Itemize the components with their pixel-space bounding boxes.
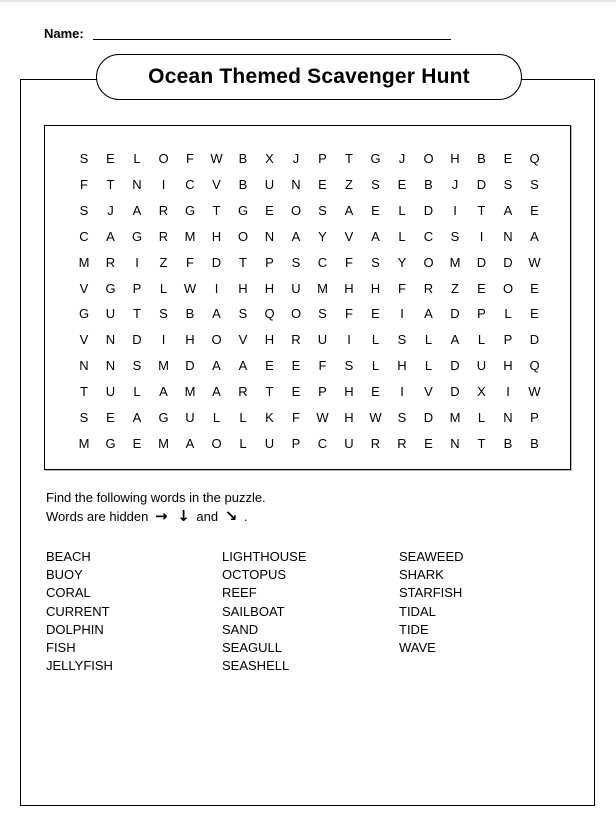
grid-letter: D	[132, 332, 142, 348]
grid-letter: P	[318, 151, 327, 166]
grid-letter: F	[186, 151, 194, 166]
grid-letter: D	[450, 384, 460, 400]
arrow-diagonal-icon: ↘	[224, 507, 238, 525]
grid-letter: R	[105, 254, 116, 270]
grid-letter: E	[371, 202, 380, 218]
grid-letter: E	[530, 306, 539, 322]
grid-letter: E	[530, 280, 539, 296]
grid-letter: J	[398, 151, 406, 166]
grid-letter: P	[477, 306, 486, 322]
grid-letter: S	[371, 254, 380, 270]
grid-letter: N	[291, 176, 301, 192]
grid-letter: T	[239, 254, 247, 270]
grid-letter: T	[106, 176, 115, 192]
grid-letter: I	[400, 306, 404, 322]
grid-letter: U	[264, 176, 275, 192]
grid-letter: W	[528, 254, 541, 270]
instructions	[46, 488, 266, 526]
grid-letter: A	[371, 228, 380, 244]
grid-letter: N	[264, 228, 275, 244]
grid-letter: R	[291, 332, 301, 348]
grid-letter: D	[185, 358, 195, 374]
grid-letter: B	[238, 176, 248, 192]
grid-letter: N	[132, 176, 142, 192]
grid-letter: B	[185, 306, 195, 322]
grid-letter: H	[344, 410, 354, 425]
grid-letter: T	[345, 151, 353, 166]
grid-letter: M	[317, 280, 328, 296]
grid-letter: B	[477, 151, 486, 166]
word-list-item: JELLYFISH	[46, 658, 113, 674]
grid-letter: L	[477, 332, 486, 348]
grid-letter: O	[423, 151, 434, 166]
grid-letter: Y	[397, 254, 407, 270]
grid-letter: E	[132, 435, 142, 451]
grid-letter: E	[291, 358, 301, 374]
grid-row	[78, 435, 564, 453]
grid-letter: A	[212, 358, 221, 374]
grid-letter: A	[159, 384, 168, 400]
grid-letter: A	[450, 332, 460, 348]
grid-letter: E	[530, 202, 539, 218]
grid-letter: U	[264, 435, 275, 451]
grid-letter: S	[318, 306, 327, 322]
grid-letter: O	[158, 151, 169, 166]
grid-letter: A	[212, 306, 221, 322]
name-write-line	[93, 39, 451, 40]
word-list-item: OCTOPUS	[222, 567, 287, 583]
grid-letter: R	[370, 435, 381, 451]
word-list-item: SEASHELL	[222, 658, 290, 674]
grid-letter: M	[184, 228, 196, 244]
grid-letter: O	[423, 254, 434, 270]
grid-letter: O	[290, 202, 302, 218]
grid-letter: O	[237, 228, 249, 244]
grid-letter: E	[397, 176, 407, 192]
arrow-right-icon: →	[155, 507, 168, 525]
grid-letter: N	[503, 228, 513, 244]
grid-letter: F	[398, 280, 406, 296]
grid-letter: L	[371, 358, 380, 374]
grid-letter: P	[291, 435, 301, 451]
grid-letter: N	[105, 332, 116, 348]
grid-letter: S	[530, 176, 539, 192]
grid-letter: E	[424, 435, 433, 451]
grid-letter: S	[397, 332, 407, 348]
grid-letter: W	[316, 410, 329, 425]
word-list-item: CORAL	[46, 585, 91, 601]
grid-row	[78, 305, 564, 323]
grid-letter: I	[453, 202, 457, 218]
grid-letter: H	[397, 358, 407, 374]
grid-letter: S	[371, 176, 380, 192]
grid-letter: S	[159, 306, 168, 322]
grid-letter: F	[292, 410, 300, 425]
grid-letter: L	[159, 280, 168, 296]
grid-letter: F	[318, 358, 327, 374]
grid-letter: H	[238, 280, 248, 296]
grid-letter: G	[237, 202, 249, 218]
grid-letter: N	[79, 358, 89, 374]
grid-letter: L	[133, 151, 141, 166]
grid-letter: N	[450, 435, 460, 451]
grid-letter: U	[105, 384, 116, 400]
instruction-and: and	[196, 509, 219, 524]
grid-letter: K	[265, 410, 274, 425]
grid-letter: T	[80, 384, 88, 400]
instruction-line-1: Find the following words in the puzzle.	[46, 490, 266, 505]
grid-letter: W	[183, 280, 197, 296]
word-list-item: STARFISH	[399, 585, 463, 601]
grid-letter: S	[238, 306, 248, 322]
grid-row	[78, 254, 564, 272]
word-list-item: REEF	[222, 585, 257, 601]
grid-row	[79, 331, 564, 349]
arrow-down-icon: ↓	[177, 507, 190, 525]
word-list-item: SEAWEED	[399, 549, 464, 564]
grid-letter: L	[424, 332, 433, 348]
grid-letter: L	[212, 410, 221, 425]
grid-letter: A	[185, 435, 195, 451]
grid-letter: I	[135, 254, 139, 270]
grid-letter: P	[318, 384, 327, 400]
grid-letter: H	[450, 151, 460, 166]
grid-letter: T	[212, 202, 221, 218]
grid-letter: F	[345, 254, 353, 270]
grid-letter: I	[161, 332, 166, 348]
word-list-item: BEACH	[46, 549, 91, 564]
grid-row	[79, 280, 564, 298]
grid-letter: P	[530, 410, 539, 425]
grid-letter: D	[423, 202, 434, 218]
grid-letter: B	[238, 151, 248, 166]
grid-letter: G	[105, 435, 116, 451]
grid-letter: R	[238, 384, 248, 400]
word-list-item: SAND	[222, 621, 259, 637]
word-list-item: SAILBOAT	[222, 603, 285, 619]
grid-letter: R	[158, 202, 169, 218]
grid-letter: M	[184, 384, 196, 400]
grid-row	[79, 357, 564, 375]
grid-letter: S	[132, 358, 142, 374]
grid-row	[80, 383, 564, 401]
grid-letter: H	[264, 280, 275, 296]
grid-letter: V	[212, 176, 221, 192]
grid-letter: S	[450, 228, 460, 244]
grid-letter: H	[264, 332, 275, 348]
grid-letter: S	[79, 151, 89, 166]
grid-letter: U	[344, 435, 354, 451]
grid-row	[79, 150, 564, 168]
grid-letter: W	[210, 151, 223, 166]
grid-letter: Q	[529, 358, 540, 374]
word-list-item: SEAGULL	[222, 640, 282, 656]
grid-letter: I	[214, 280, 219, 296]
grid-letter: U	[291, 280, 301, 296]
grid-letter: M	[78, 435, 90, 451]
grid-letter: F	[80, 176, 88, 192]
grid-letter: L	[239, 435, 247, 451]
grid-letter: O	[211, 435, 222, 451]
grid-letter: I	[506, 384, 510, 400]
grid-letter: U	[105, 306, 116, 322]
grid-letter: I	[347, 332, 351, 348]
instruction-period: .	[243, 509, 248, 524]
grid-letter: Q	[529, 151, 540, 166]
grid-letter: S	[344, 358, 354, 374]
grid-letter: A	[132, 410, 142, 425]
grid-letter: C	[423, 228, 434, 244]
grid-letter: H	[370, 280, 381, 296]
grid-letter: L	[133, 384, 141, 400]
grid-letter: D	[211, 254, 222, 270]
grid-letter: N	[503, 410, 513, 425]
grid-letter: N	[105, 358, 116, 374]
word-list-item: LIGHTHOUSE	[222, 549, 307, 564]
grid-letter: O	[211, 332, 222, 348]
grid-letter: B	[530, 435, 539, 451]
grid-letter: S	[291, 254, 301, 270]
grid-letter: G	[184, 202, 196, 218]
grid-letter: U	[317, 332, 328, 348]
grid-letter: E	[371, 384, 380, 400]
grid-letter: H	[185, 332, 195, 348]
grid-letter: H	[344, 384, 354, 400]
grid-letter: L	[477, 410, 486, 425]
grid-letter: J	[451, 176, 459, 192]
grid-letter: L	[398, 202, 406, 218]
grid-letter: Z	[451, 280, 459, 296]
page-top-edge	[0, 0, 616, 2]
grid-row	[79, 228, 564, 246]
grid-letter: P	[503, 332, 513, 348]
grid-letter: F	[186, 254, 194, 270]
grid-letter: H	[211, 228, 222, 244]
grid-letter: Y	[318, 228, 327, 244]
grid-letter: E	[291, 384, 301, 400]
grid-letter: V	[344, 228, 354, 244]
word-list-item: FISH	[46, 640, 76, 656]
grid-letter: X	[265, 151, 274, 166]
grid-letter: B	[424, 176, 433, 192]
grid-letter: R	[158, 228, 169, 244]
grid-letter: C	[317, 435, 328, 451]
word-list-item: TIDE	[399, 621, 429, 637]
grid-letter: G	[158, 410, 169, 425]
grid-letter: A	[212, 384, 221, 400]
grid-letter: D	[529, 332, 540, 348]
grid-letter: A	[530, 228, 539, 244]
grid-letter: B	[503, 435, 513, 451]
grid-letter: E	[371, 306, 380, 322]
grid-letter: A	[106, 228, 115, 244]
word-list-item: DOLPHIN	[46, 621, 104, 637]
grid-letter: D	[450, 358, 460, 374]
title-banner	[96, 54, 522, 100]
word-list-item: BUOY	[46, 567, 83, 583]
grid-letter: T	[477, 202, 486, 218]
grid-letter: I	[161, 176, 166, 192]
grid-letter: L	[371, 332, 380, 348]
grid-row	[80, 176, 564, 194]
grid-letter: E	[265, 358, 274, 374]
grid-letter: T	[477, 435, 486, 451]
grid-letter: M	[449, 254, 461, 270]
grid-letter: G	[370, 151, 381, 166]
grid-letter: L	[424, 358, 433, 374]
grid-letter: R	[423, 280, 434, 296]
grid-letter: M	[158, 435, 169, 451]
grid-letter: V	[238, 332, 248, 348]
instruction-line-2	[46, 507, 266, 526]
grid-letter: J	[107, 202, 114, 218]
grid-letter: H	[503, 358, 513, 374]
grid-letter: I	[479, 228, 484, 244]
word-list-item: CURRENT	[46, 603, 110, 619]
word-list-item: SHARK	[399, 567, 444, 583]
grid-letter: J	[292, 151, 300, 166]
grid-letter: C	[317, 254, 328, 270]
grid-letter: D	[503, 254, 513, 270]
grid-letter: A	[344, 202, 354, 218]
instruction-prefix: Words are hidden	[46, 509, 149, 524]
grid-letter: V	[79, 280, 89, 296]
grid-letter: D	[476, 176, 487, 192]
grid-letter: L	[239, 410, 247, 425]
grid-letter: V	[424, 384, 433, 400]
grid-letter: Z	[159, 254, 168, 270]
grid-letter: A	[424, 306, 433, 322]
grid-letter: T	[265, 384, 274, 400]
grid-letter: W	[369, 410, 382, 425]
word-list-column-1	[46, 548, 113, 675]
grid-letter: D	[476, 254, 487, 270]
word-list-column-2	[222, 548, 307, 675]
name-label: Name:	[44, 26, 84, 41]
grid-letter: G	[105, 280, 116, 296]
grid-letter: U	[185, 410, 195, 425]
grid-letter: Q	[264, 306, 275, 322]
grid-letter: L	[504, 306, 512, 322]
grid-letter: C	[185, 176, 195, 192]
grid-letter: S	[79, 202, 89, 218]
grid-letter: A	[503, 202, 513, 218]
grid-letter: S	[318, 202, 327, 218]
grid-letter: T	[133, 306, 141, 322]
grid-letter: G	[131, 228, 143, 244]
grid-letter: C	[79, 228, 89, 244]
grid-row	[79, 409, 564, 427]
grid-letter: L	[398, 228, 406, 244]
grid-letter: E	[318, 176, 327, 192]
grid-letter: V	[79, 332, 89, 348]
grid-letter: S	[397, 410, 407, 425]
grid-letter: R	[397, 435, 407, 451]
grid-letter: E	[106, 410, 115, 425]
grid-letter: A	[291, 228, 301, 244]
grid-letter: I	[400, 384, 404, 400]
word-list-column-3	[399, 548, 464, 657]
grid-letter: E	[477, 280, 486, 296]
grid-letter: O	[290, 306, 302, 322]
grid-letter: S	[503, 176, 513, 192]
word-list-item: WAVE	[399, 640, 436, 656]
grid-row	[79, 202, 564, 220]
grid-letter: M	[158, 358, 169, 374]
grid-letter: E	[265, 202, 274, 218]
grid-letter: A	[132, 202, 142, 218]
grid-letter: Z	[345, 176, 353, 192]
grid-letter: U	[476, 358, 487, 374]
grid-letter: F	[345, 306, 353, 322]
grid-letter: G	[78, 306, 90, 322]
grid-letter: D	[450, 306, 460, 322]
grid-letter: E	[503, 151, 513, 166]
word-list-item: TIDAL	[399, 603, 436, 619]
grid-letter: E	[106, 151, 115, 166]
grid-letter: P	[265, 254, 274, 270]
grid-letter: W	[528, 384, 541, 400]
grid-letter: H	[344, 280, 354, 296]
grid-letter: O	[502, 280, 514, 296]
grid-letter: X	[477, 384, 486, 400]
grid-letter: D	[423, 410, 434, 425]
grid-letter: A	[238, 358, 248, 374]
grid-letter: P	[132, 280, 142, 296]
grid-letter: M	[449, 410, 461, 425]
page-title: Ocean Themed Scavenger Hunt	[148, 65, 470, 88]
grid-letter: S	[79, 410, 89, 425]
grid-letter: M	[78, 254, 90, 270]
